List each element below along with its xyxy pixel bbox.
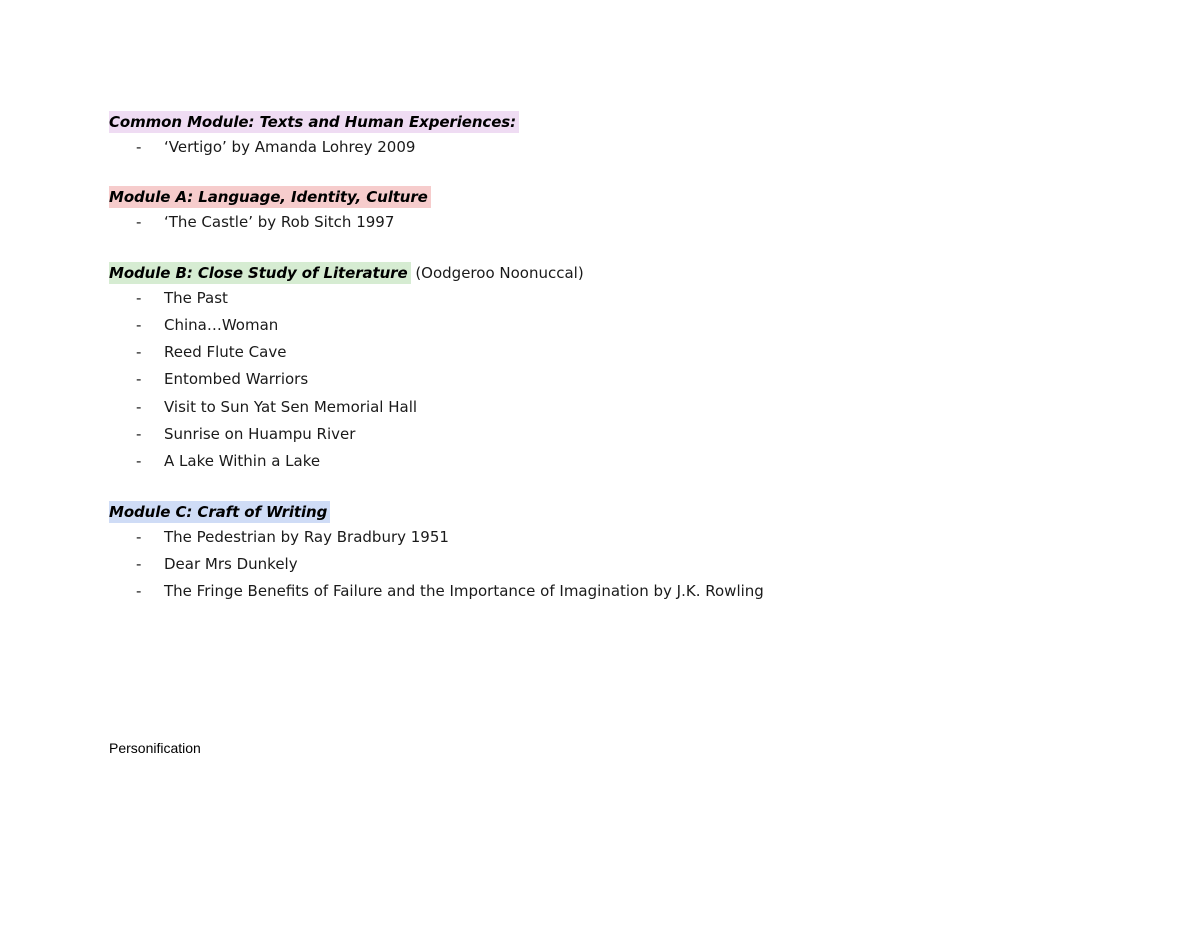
- document-page: [109, 110, 1109, 630]
- list-item: [109, 312, 1109, 339]
- bullet-dash: -: [136, 213, 142, 232]
- list-item: [109, 339, 1109, 366]
- list-item: [109, 448, 1109, 475]
- common-module-heading: Common Module: Texts and Human Experiences:: [109, 111, 519, 133]
- list-item-text: Entombed Warriors: [164, 370, 309, 389]
- bullet-dash: -: [136, 527, 142, 546]
- common-module-list: [109, 134, 1109, 161]
- section-common-module: [109, 110, 1109, 161]
- bullet-dash: -: [136, 425, 142, 444]
- section-heading-line: [109, 110, 1109, 134]
- list-item-text: The Fringe Benefits of Failure and the Importance of Imagination by J.K. Rowling: [164, 582, 764, 601]
- module-a-list: [109, 209, 1109, 236]
- bullet-dash: -: [136, 370, 142, 389]
- list-item-text: China…Woman: [164, 315, 279, 334]
- bullet-dash: -: [136, 582, 142, 601]
- section-module-a: [109, 185, 1109, 236]
- section-heading-line: [109, 261, 1109, 285]
- list-item-text: The Past: [164, 288, 228, 307]
- section-heading-line: [109, 500, 1109, 524]
- list-item: [109, 209, 1109, 236]
- section-module-c: [109, 500, 1109, 606]
- list-item-text: Reed Flute Cave: [164, 343, 287, 362]
- module-b-note: (Oodgeroo Noonuccal): [415, 263, 584, 282]
- bullet-dash: -: [136, 138, 142, 156]
- module-a-heading: Module A: Language, Identity, Culture: [109, 186, 431, 208]
- section-heading-line: [109, 185, 1109, 209]
- footer-word-personification: Personification: [109, 740, 201, 756]
- module-c-list: [109, 524, 1109, 606]
- list-item: [109, 421, 1109, 448]
- list-item-text: Dear Mrs Dunkely: [164, 554, 298, 573]
- list-item: [109, 524, 1109, 551]
- bullet-dash: -: [136, 554, 142, 573]
- list-item-text: Sunrise on Huampu River: [164, 425, 356, 444]
- bullet-dash: -: [136, 315, 142, 334]
- bullet-dash: -: [136, 288, 142, 307]
- module-c-heading: Module C: Craft of Writing: [109, 501, 330, 523]
- list-item: [109, 285, 1109, 312]
- list-item-text: ‘Vertigo’ by Amanda Lohrey 2009: [164, 138, 416, 156]
- list-item: [109, 394, 1109, 421]
- module-b-list: [109, 285, 1109, 476]
- bullet-dash: -: [136, 343, 142, 362]
- list-item-text: The Pedestrian by Ray Bradbury 1951: [164, 527, 449, 546]
- list-item: [109, 578, 1109, 605]
- bullet-dash: -: [136, 452, 142, 471]
- list-item: [109, 134, 1109, 161]
- bullet-dash: -: [136, 397, 142, 416]
- module-b-heading: Module B: Close Study of Literature: [109, 262, 411, 284]
- list-item-text: ‘The Castle’ by Rob Sitch 1997: [164, 213, 395, 232]
- list-item: [109, 366, 1109, 393]
- list-item-text: Visit to Sun Yat Sen Memorial Hall: [164, 397, 418, 416]
- list-item-text: A Lake Within a Lake: [164, 452, 321, 471]
- section-module-b: [109, 261, 1109, 476]
- list-item: [109, 551, 1109, 578]
